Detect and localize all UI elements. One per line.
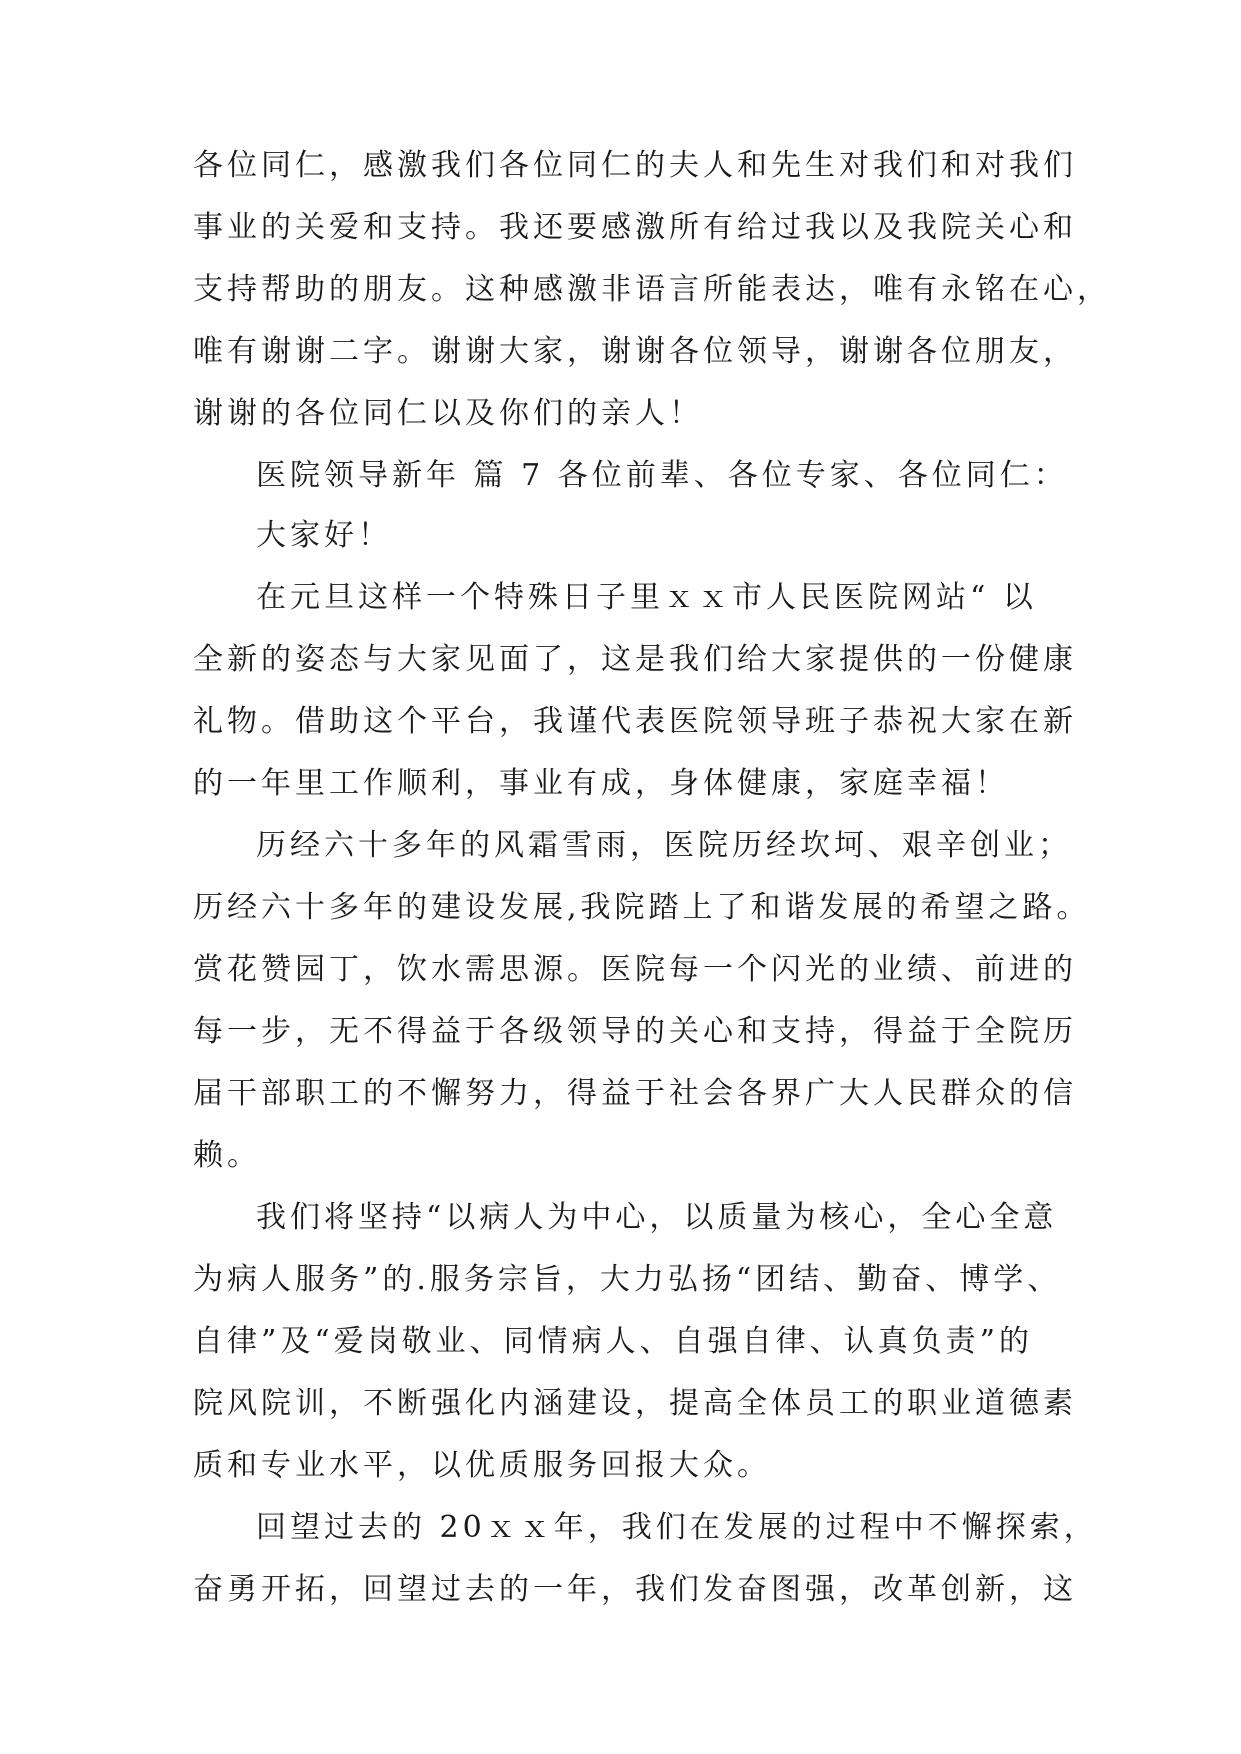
text-line: 历经六十多年的建设发展,我院踏上了和谐发展的希望之路。: [193, 890, 1091, 925]
text-line: 医院领导新年 篇 7 各位前辈、各位专家、各位同仁：: [256, 458, 1068, 493]
text-line: 自律”及“爱岗敬业、同情病人、自强自律、认真负责”的: [193, 1324, 1034, 1359]
text-line: 各位同仁，感激我们各位同仁的夫人和先生对我们和对我们: [193, 148, 1077, 183]
text-line: 每一步，无不得益于各级领导的关心和支持，得益于全院历: [193, 1014, 1077, 1049]
text-line: 为病人服务”的.服务宗旨，大力弘扬“团结、勤奋、博学、: [193, 1262, 1062, 1297]
text-line: 谢谢的各位同仁以及你们的亲人！: [193, 396, 703, 431]
text-line: 在元旦这样一个特殊日子里ｘｘ市人民医院网站“ 以: [256, 580, 1037, 615]
text-line: 赖。: [193, 1138, 261, 1173]
text-line: 回望过去的 20ｘｘ年，我们在发展的过程中不懈探索，: [256, 1510, 1098, 1545]
text-line: 赏花赞园丁，饮水需思源。医院每一个闪光的业绩、前进的: [193, 952, 1077, 987]
text-line: 质和专业水平，以优质服务回报大众。: [193, 1448, 771, 1483]
text-line: 全新的姿态与大家见面了，这是我们给大家提供的一份健康: [193, 642, 1077, 677]
text-line: 的一年里工作顺利，事业有成，身体健康，家庭幸福！: [193, 766, 1009, 801]
text-line: 唯有谢谢二字。谢谢大家，谢谢各位领导，谢谢各位朋友，: [193, 334, 1077, 369]
text-line: 大家好！: [256, 518, 392, 553]
text-line: 届干部职工的不懈努力，得益于社会各界广大人民群众的信: [193, 1076, 1077, 1111]
text-line: 事业的关爱和支持。我还要感激所有给过我以及我院关心和: [193, 210, 1077, 245]
text-line: 院风院训，不断强化内涵建设，提高全体员工的职业道德素: [193, 1386, 1077, 1421]
text-line: 奋勇开拓，回望过去的一年，我们发奋图强，改革创新，这: [193, 1572, 1077, 1607]
text-line: 礼物。借助这个平台，我谨代表医院领导班子恭祝大家在新: [193, 704, 1077, 739]
text-line: 历经六十多年的风霜雪雨，医院历经坎坷、艰辛创业；: [256, 828, 1072, 863]
text-line: 支持帮助的朋友。这种感激非语言所能表达，唯有永铭在心，: [193, 272, 1111, 307]
text-line: 我们将坚持“以病人为中心，以质量为核心，全心全意: [256, 1200, 1058, 1235]
